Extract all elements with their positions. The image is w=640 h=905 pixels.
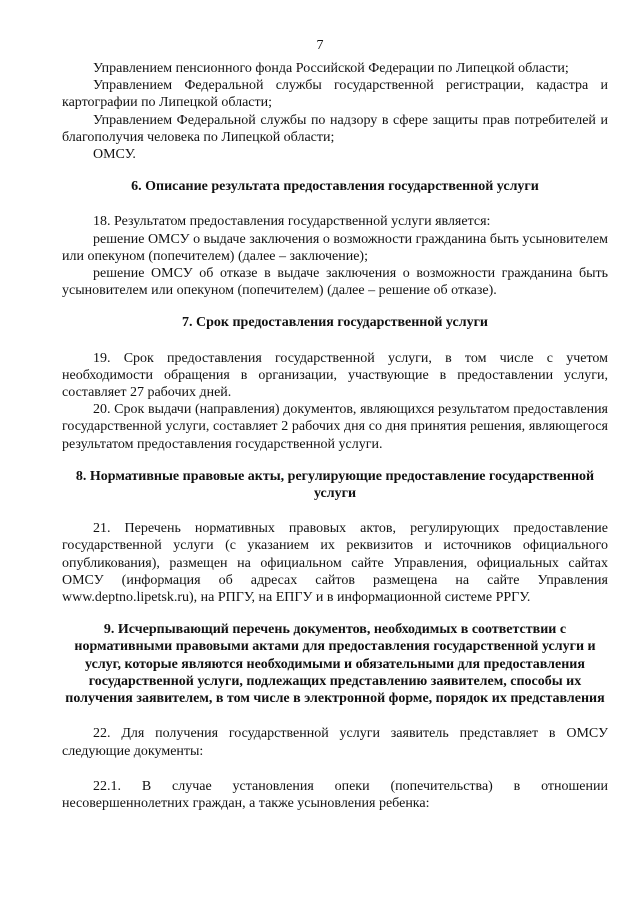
intro-item: Управлением Федеральной службы государственной регистрации, кадастра и картографии по Липецкой области; bbox=[62, 78, 608, 111]
section-6-heading: 6. Описание результата предоставления государственной услуги bbox=[131, 179, 539, 195]
section-9-paragraph: 22.1. В случае установления опеки (попечительства) в отношении несовершеннолетних граждан, а также усыновления ребенка: bbox=[62, 778, 608, 811]
section-6-paragraph: решение ОМСУ о выдаче заключения о возможности гражданина быть усыновителем или опекуном (попечителем) (далее – заключение); bbox=[62, 231, 608, 264]
section-6-paragraph: 18. Результатом предоставления государственной услуги является: bbox=[93, 214, 491, 230]
intro-item: ОМСУ. bbox=[93, 147, 136, 163]
section-7-paragraph: 20. Срок выдачи (направления) документов, являющихся результатом предоставления государственной услуги, составляет 2 рабочих дня со дня принятия решения, являющегося результатом предоставления государственной услуги. bbox=[62, 402, 608, 452]
section-8-paragraph: 21. Перечень нормативных правовых актов, регулирующих предоставление государственной услуги (с указанием их реквизитов и источников официального опубликования), размещен на официальном сайте Управления, официальных сайтах ОМСУ (информация об адресах сайтов размещена на сайте Управления www.deptno.lipetsk.ru), на РПГУ, на ЕПГУ и в информационной системе РРГУ. bbox=[62, 521, 608, 606]
section-7-heading: 7. Срок предоставления государственной услуги bbox=[182, 315, 488, 331]
page-number: 7 bbox=[316, 38, 324, 53]
section-9-heading: 9. Исчерпывающий перечень документов, необходимых в соответствии с нормативными правовыми актами для предоставления государственной услуги и услуг, которые являются необходимыми и обязательными для предоставления государственной услуги, подлежащих представлению заявителем, способы их получения заявителем, в том числе в электронной форме, порядок их представления bbox=[65, 622, 605, 707]
section-8-heading: 8. Нормативные правовые акты, регулирующие предоставление государственной услуги bbox=[75, 468, 595, 502]
intro-item: Управлением Федеральной службы по надзору в сфере защиты прав потребителей и благополучия человека по Липецкой области; bbox=[62, 112, 608, 145]
page-content bbox=[62, 60, 608, 812]
section-7-paragraph: 19. Срок предоставления государственной услуги, в том числе с учетом необходимости обращения в организации, участвующие в предоставлении услуги, составляет 27 рабочих дней. bbox=[62, 350, 608, 401]
intro-item: Управлением пенсионного фонда Российской Федерации по Липецкой области; bbox=[93, 61, 569, 76]
section-9-paragraph: 22. Для получения государственной услуги заявитель представляет в ОМСУ следующие документы: bbox=[62, 726, 608, 759]
section-6-paragraph: решение ОМСУ об отказе в выдаче заключения о возможности гражданина быть усыновителем или опекуном (попечителем) (далее – решение об отказе). bbox=[62, 266, 608, 299]
